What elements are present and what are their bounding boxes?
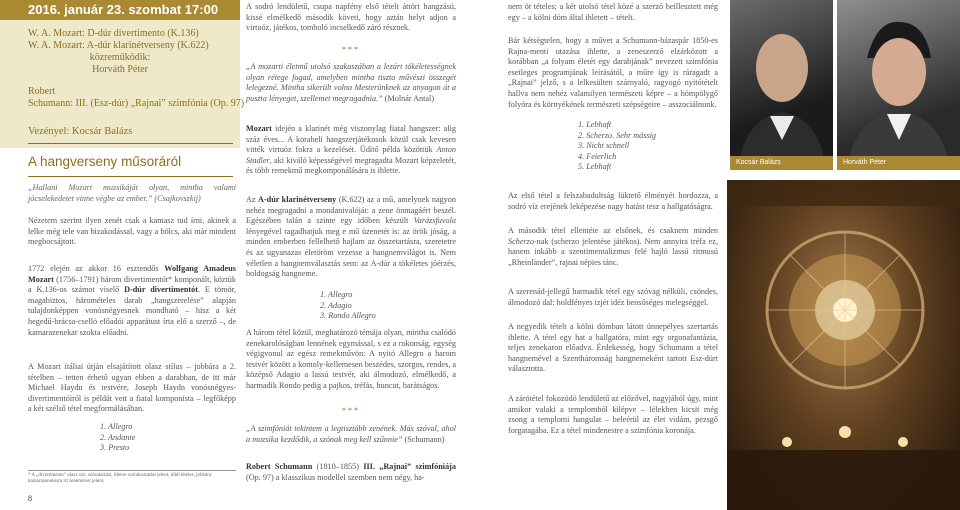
quote-tchaikovsky: „Hallani Mozart muzsikáját olyan, mintha valami jócselekedetet vinne végbe az ember.” (Csajkovszkij)	[28, 183, 236, 203]
left-column	[0, 0, 245, 510]
list-item: 3. Presto	[100, 443, 130, 453]
photo-caption: Horváth Péter	[837, 156, 960, 170]
paragraph: Mozart idején a klarinét még viszonylag fiatal hangszer: alig száz éves... A korabeli hangszerjátékosok közül csak kevesen vitték virtuóz fokra a kezelését. Üdítő példa közöttük Anton Stadler, aki kiváló képességével megragadta Mozart képzeletét, és több remekmű megkomponálására is ihlette.	[246, 124, 456, 176]
list-item: 3. Nicht schnell	[578, 141, 630, 151]
list-item: 1. Lebhaft	[578, 120, 612, 129]
paragraph: Az A-dúr klarinétverseny (K.622) az a mű, amelynek nagyon nehéz megragadni a mondanivalóját: a zene önmagáért beszél. Egészében talán a szinte egy időben készült Varázsfuvola lényegével ragadhatjuk meg e mű üzenetét is: az örök jóság, a minden emberben fellelhető hajlam az összetartásra, szeretetre és az ugyanazas életöröm vezesse a hangnemvilágot is. Nem véletlen a hangnemválasztás sem: az A-dúr a tökéletes jóérzés, boldogság hangneme.	[246, 195, 456, 279]
quote-schumann: „A szimfóniát tekintem a legtisztább zenének. Más szóval, ahol a muzsika kezdődik, a szónak meg kell szűnnie” (Schumann)	[246, 424, 456, 444]
concert-date: 2016. január 23. szombat 17:00	[28, 2, 219, 17]
program-performer-label: közreműködik:	[89, 52, 151, 63]
conductor: Vezényel: Kocsár Balázs	[28, 126, 133, 137]
ceiling-icon	[727, 180, 960, 510]
program-item-2: W. A. Mozart: A-dúr klarinétverseny (K.622)	[28, 40, 209, 51]
movement-list	[100, 422, 135, 454]
list-item: 3. Rondo Allegro	[320, 311, 376, 321]
paragraph: 1772 elején az akkor 16 esztendős Wolfgang Amadeus Mozart (1756–1791) három divertimentót* komponált, köztük a K.136-os számot viselő D-dúr divertimentót. E tömör, magabiztos, háromételes darab „hangszerelése” alapján tulajdonképpen vonósnégyesnek mondható – hisz a két hegedű-brácsa-cselló előadói apparátust írta elő a szerző –, de kamarazenekar szokta előadni.	[28, 264, 236, 337]
page-number: 8	[28, 494, 32, 503]
paragraph: A Mozart itáliai útján elsajátított olasz stílus – jobbára a 2. tételben – tetten érhető ugyan ebben a darabban, de itt már Michael Haydn és testvére, Joseph Haydn vonósnégyes-divertimentóiról is példát vett a fiatal komponista – legfőképp a két szélső tétel megformálásában.	[28, 362, 236, 414]
quote-molnar: „A mozarti életmű utolsó szakaszában a lezárt tökéletességnek olyan rétege fogad, amelyben mintha tiszta művészi összegét lelegezné. Mintha sikerült volna Mesterünknek az anyagon át a puszta lényeget, szellemet megragadnia.” (Molnár Antal)	[246, 62, 456, 103]
paragraph: nem öt tételes; a két utolsó tétel közé a szerző beillesztett még egy – a kölni dóm által ihletett – tételt.	[508, 2, 718, 22]
paragraph: Robert Schumann (1810–1855) III. „Rajnai” szimfóniája (Op. 97) a klasszikus modellel szemben nem négy, ha-	[246, 462, 456, 482]
program-item-3b: Schumann: III. (Esz-dúr) „Rajnai” szimfónia (Op. 97)	[28, 98, 245, 109]
list-item: 1. Allegro	[320, 290, 353, 299]
paragraph: Nézetem szerint ilyen zenét csak a kamasz tud írni, akinek a lelke még tele van bizakodással, vagy a bölcs, aki már mindent megbocsájtott.	[28, 216, 236, 247]
concert-hall-photo	[727, 180, 960, 510]
movement-list	[320, 290, 376, 322]
separator-stars: ***	[342, 406, 360, 415]
paragraph: A három tétel közül, meghatározó témája olyan, mintha csalódó zenekarolóságban lennének egymással, s ez a rokonság, egység végigvonul az egész remekművön: A nyitó Allegro a harom testvér között a komoly-kellemesen beszédes, szorgos, rendes, a középső Adagio a lassú testvér, aki álmodozó, elmélkedő, a harmadik Rondo pedig a pajkos, tréfás, huncut, barátságos.	[246, 328, 456, 390]
paragraph: Bár kétségtelen, hogy a művet a Schumann-házaspár 1850-es Rajna-menti utazása ihlette, a zeneszerző elzárkózott a korábban „a folyam életét egy darabjának” nevezett szimfónia esetleges programjának leírásától, a műre így is ráragadt a „Rajnai” jelző, s a lelkesülten szárnyaló, ragyogó nyitótételt hallva nem nehéz valamilyen természeti képre – a hömpölygő folyóra és környékének természeti szépségeire – asszociálnunk.	[508, 36, 718, 109]
paragraph: Az első tétel a felszabadultság lüktető élményét hordozza, a sodró víz erejének leképezése nagy hatást tesz a hallgatóságra.	[508, 191, 718, 211]
portrait-conductor	[730, 0, 833, 170]
program-item-3a: Robert	[28, 86, 56, 97]
movement-list	[578, 120, 656, 173]
list-item: 2. Scherzo. Sehr mässig	[578, 130, 657, 140]
paragraph: A sodró lendületű, csupa napfény első tételt áttört hangzású, kissé elmélkedő második követi, hogy aztán helyt adjon a virtuóz, játékos, tomboló incselkedő záró résznek.	[246, 2, 456, 33]
paragraph: A második tétel ellentéte az elsőnek, és csaknem minden Scherzo-nak (scherzo jelentése játékos). Nem annyira tréfa ez, hanem inkább a szentimentalizmus felé hajló lassú ritmusú „Rheinländer”, rajnai népies tánc.	[508, 226, 718, 267]
person-icon	[837, 0, 960, 170]
divider	[28, 143, 233, 144]
section-title: A hangverseny műsoráról	[28, 154, 182, 169]
paragraph: A negyedik tételt a kölni dómban látott ünnepélyes szertartás ihlette. A tétel egy hat a hallgatóra, mint egy orgonafantázia, teljes zenekaron előadva. Érdekesség, hogy Schumann a tétel hangnemével a Szentháromság hangnemeként tartott Esz-dúrt választotta.	[508, 322, 718, 374]
photo-caption: Kocsár Balázs	[730, 156, 833, 170]
list-item: 1. Allegro	[100, 422, 133, 431]
program-item-1: W. A. Mozart: D-dúr divertimento (K.136)	[28, 28, 199, 39]
date-band	[0, 0, 240, 20]
portrait-clarinetist	[837, 0, 960, 170]
footnote: * A „divertimento” olasz szó, szórakozást, illetve szórakoztatást jelent, több tételes, jobbára kamarazenekarra írt zeneművet jelent.	[28, 470, 236, 485]
paragraph: A zárótétel fokozódó lendületű az előzővel, nagyjából úgy, mint amikor valaki a templomból kilépve – lélekben kicsit még zsong a templomi hangulat – beleérül az élet vidám, pezsgő forgatagába. Ez a tétel mindenestre a szimfónia koronája.	[508, 394, 718, 435]
paragraph: A szerenád-jellegű harmadik tétel egy szóvag nélküli, csöndes, álmodozó dal: holdfényes izjét idéz bensőséges melegséggel.	[508, 287, 718, 307]
separator-stars: ***	[342, 45, 360, 54]
list-item: 5. Lebhaft	[578, 162, 612, 172]
list-item: 2. Adagio	[320, 300, 352, 310]
list-item: 2. Andante	[100, 432, 136, 442]
list-item: 4. Feierlich	[578, 151, 617, 161]
person-icon	[730, 0, 833, 170]
program-performer-name: Horváth Péter	[92, 64, 148, 75]
divider	[28, 176, 233, 177]
